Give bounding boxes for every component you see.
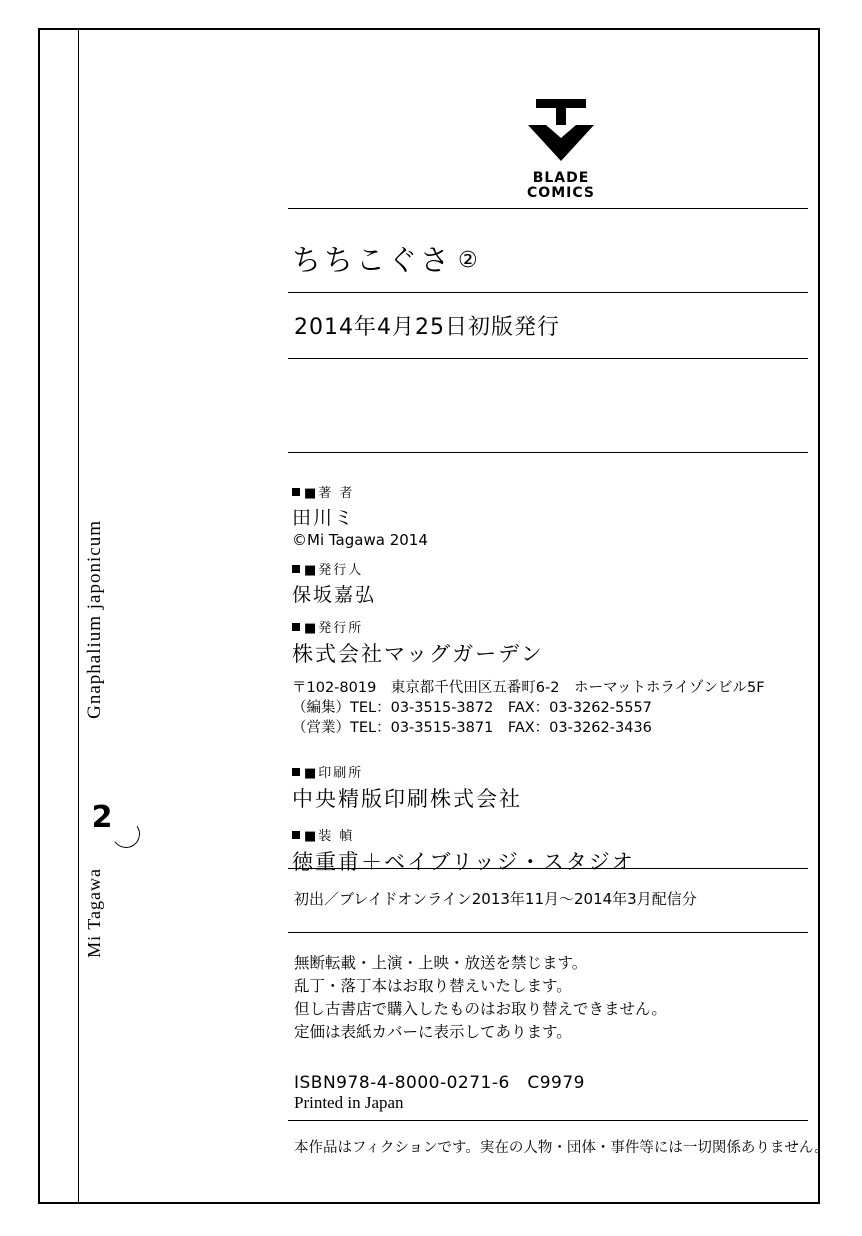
address-line-2: （編集）TEL：03-3515-3872 FAX：03-3262-5557 [292,700,652,716]
credits-block [292,472,808,876]
book-volume-mark: ② [458,248,481,273]
notices-block [294,952,667,1044]
book-title [292,238,481,279]
credit-heading-publisher-text: ■発行所 [304,621,364,636]
bullet-square-icon [292,831,300,839]
address-line-3: （営業）TEL：03-3515-3871 FAX：03-3262-3436 [292,720,652,736]
printed-in-line: Printed in Japan [294,1093,404,1112]
notice-line-1: 無断転載・上演・上映・放送を禁じます。 [294,954,588,972]
page-inner-rule [78,28,79,1204]
credit-publisher-person-name: 保坂嘉弘 [292,584,377,606]
blade-comics-logo-icon [524,95,598,167]
bullet-square-icon [292,488,300,496]
credit-heading-design-text: ■装 幀 [304,829,355,844]
credit-heading-printer [292,762,808,781]
notice-line-2: 乱丁・落丁本はお取り替えいたします。 [294,977,572,995]
credit-heading-publisher [292,617,808,636]
book-title-text: ちちこぐさ [292,243,453,277]
notice-line-4: 定価は表紙カバーに表示してあります。 [294,1023,572,1041]
rule-under-title [288,292,808,293]
logo-text-line1: BLADE [532,170,590,186]
fiction-disclaimer: 本作品はフィクションです。実在の人物・団体・事件等には一切関係ありません。 [294,1140,829,1156]
spine-text-block [82,520,122,1160]
isbn-line: ISBN978-4-8000-0271-6 C9979 [294,1073,585,1093]
rule-above-notices [288,932,808,933]
credit-heading-author-text: ■著 者 [304,486,355,501]
publisher-address [292,678,808,738]
rule-under-date [288,358,808,359]
bullet-square-icon [292,565,300,573]
publisher-logo [506,95,616,201]
rule-above-credits [288,452,808,453]
credit-heading-publisher-person-text: ■発行人 [304,563,364,578]
publication-date: 2014年4月25日初版発行 [294,315,560,340]
credit-author-name: 田川ミ [292,507,356,529]
address-line-1: 〒102-8019 東京都千代田区五番町6-2 ホーマットホライゾンビル5F [292,680,765,696]
credit-heading-author [292,482,808,501]
credit-heading-design [292,825,808,844]
bullet-square-icon [292,623,300,631]
bullet-square-icon [292,768,300,776]
rule-above-first-publication [288,868,808,869]
spine-title: Gnaphalium japonicum [84,520,105,719]
credit-heading-publisher-person [292,559,808,578]
copyright-line: ©Mi Tagawa 2014 [292,531,428,549]
logo-text-line2: COMICS [527,185,595,201]
credit-design-name: 徳重甫＋ベイブリッジ・スタジオ [292,850,635,874]
spine-author: Mi Tagawa [84,868,104,958]
credit-printer-name: 中央精版印刷株式会社 [292,787,522,811]
rule-above-disclaimer [288,1120,808,1121]
credit-heading-printer-text: ■印刷所 [304,766,364,781]
credit-publisher-name: 株式会社マッグガーデン [292,642,544,666]
notice-line-3: 但し古書店で購入したものはお取り替えできません。 [294,1000,667,1018]
spine-volume-number: 2 [91,800,113,835]
rule-top [288,208,808,209]
first-publication-line: 初出／ブレイドオンライン2013年11月〜2014年3月配信分 [294,890,697,908]
